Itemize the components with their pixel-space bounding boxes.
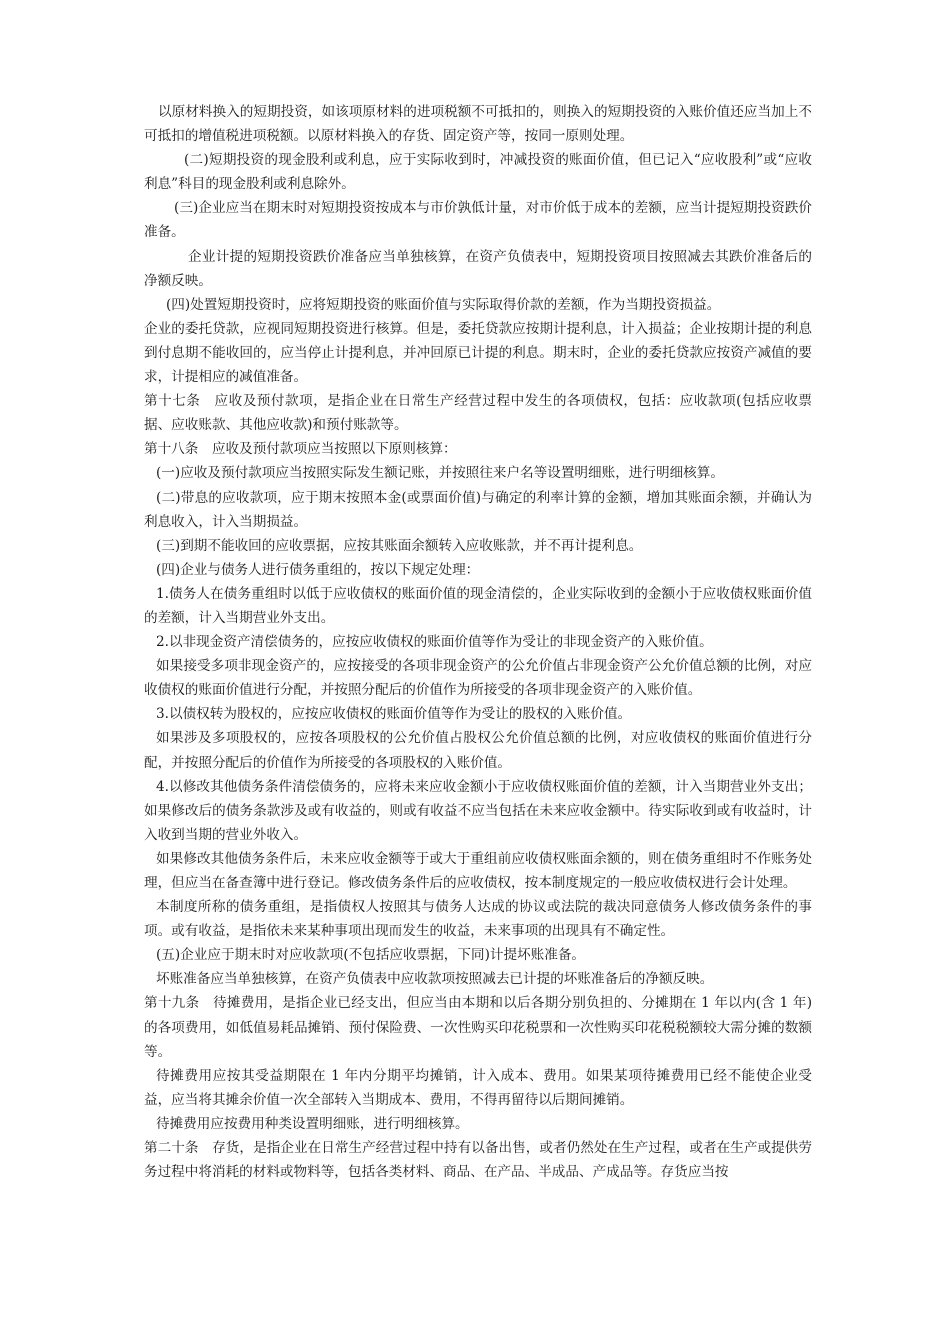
paragraph: 本制度所称的债务重组，是指债权人按照其与债务人达成的协议或法院的裁决同意债务人修改债务条件的事项。或有收益，是指依未来某种事项出现而发生的收益，未来事项的出现具有不确定性。 [144,899,812,940]
paragraph: 企业计提的短期投资跌价准备应当单独核算，在资产负债表中，短期投资项目按照减去其跌价准备后的净额反映。 [144,248,812,289]
paragraph: 如果修改其他债务条件后，未来应收金额等于或大于重组前应收债权账面余额的，则在债务重组时不作账务处理，但应当在备查簿中进行登记。修改债务条件后的应收债权，按本制度规定的一般应收债权进行会计处理。 [144,850,812,891]
article-18: 第十八条 应收及预付款项应当按照以下原则核算： [144,441,457,458]
paragraph: 待摊费用应按其受益期限在 1 年内分期平均摊销，计入成本、费用。如果某项待摊费用已经不能使企业受益，应当将其摊余价值一次全部转入当期成本、费用，不得再留待以后期间摊销。 [144,1067,812,1108]
paragraph: (四)企业与债务人进行债务重组的，按以下规定处理： [156,561,480,578]
paragraph: (二)带息的应收款项，应于期末按照本金(或票面价值)与确定的利率计算的金额，增加其账面余额，并确认为利息收入，计入当期损益。 [144,489,812,530]
paragraph: (五)企业应于期末时对应收款项(不包括应收票据，下同)计提坏账准备。 [156,947,586,964]
paragraph: 1.债务人在债务重组时以低于应收债权的账面价值的现金清偿的，企业实际收到的金额小于应收债权账面价值的差额，计入当期营业外支出。 [144,585,812,626]
paragraph: 2.以非现金资产清偿债务的，应按应收债权的账面价值等作为受让的非现金资产的入账价值。 [156,634,713,651]
paragraph: (三)企业应当在期末时对短期投资按成本与市价孰低计量，对市价低于成本的差额，应当计提短期投资跌价准备。 [144,200,812,241]
paragraph: (四)处置短期投资时，应将短期投资的账面价值与实际取得价款的差额，作为当期投资损益。 [166,296,721,313]
paragraph: 待摊费用应按费用种类设置明细账，进行明细核算。 [156,1115,469,1132]
paragraph: 坏账准备应当单独核算，在资产负债表中应收款项按照减去已计提的坏账准备后的净额反映。 [156,971,714,988]
article-20: 第二十条 存货，是指企业在日常生产经营过程中持有以备出售，或者仍然处在生产过程，或者在生产或提供劳务过程中将消耗的材料或物料等，包括各类材料、商品、在产品、半成品、产成品等。存货应当按 [144,1140,812,1181]
paragraph: 以原材料换入的短期投资，如该项原材料的进项税额不可抵扣的，则换入的短期投资的入账价值还应当加上不可抵扣的增值税进项税额。以原材料换入的存货、固定资产等，按同一原则处理。 [144,104,812,145]
paragraph: 企业的委托贷款，应视同短期投资进行核算。但是，委托贷款应按期计提利息，计入损益；企业按期计提的利息到付息期不能收回的，应当停止计提利息，并冲回原已计提的利息。期末时，企业的委托贷款应按资产减值的要求，计提相应的减值准备。 [144,320,812,386]
paragraph: 如果接受多项非现金资产的，应按接受的各项非现金资产的公允价值占非现金资产公允价值总额的比例，对应收债权的账面价值进行分配，并按照分配后的价值作为所接受的各项非现金资产的入账价值。 [144,658,812,699]
paragraph: (一)应收及预付款项应当按照实际发生额记账，并按照往来户名等设置明细账，进行明细核算。 [156,465,724,482]
paragraph: 3.以债权转为股权的，应按应收债权的账面价值等作为受让的股权的入账价值。 [156,706,632,723]
paragraph: (二)短期投资的现金股利或利息，应于实际收到时，冲减投资的账面价值，但已记入“应收股利”或“应收利息”科目的现金股利或利息除外。 [144,152,812,193]
article-19: 第十九条 待摊费用，是指企业已经支出，但应当由本期和以后各期分别负担的、分摊期在 1 年以内(含 1 年)的各项费用，如低值易耗品摊销、预付保险费、一次性购买印花税票和一次性购买印花税税额较大需分摊的数额等。 [144,995,812,1060]
paragraph: 4.以修改其他债务条件清偿债务的，应将未来应收金额小于应收债权账面价值的差额，计入当期营业外支出；如果修改后的债务条款涉及或有收益的，则或有收益不应当包括在未来应收金额中。待实际收到或有收益时，计入收到当期的营业外收入。 [144,778,812,843]
paragraph: 如果涉及多项股权的，应按各项股权的公允价值占股权公允价值总额的比例，对应收债权的账面价值进行分配，并按照分配后的价值作为所接受的各项股权的入账价值。 [144,730,812,771]
paragraph: (三)到期不能收回的应收票据，应按其账面余额转入应收账款，并不再计提利息。 [156,537,643,554]
document-body [144,100,812,1184]
article-17: 第十七条 应收及预付款项，是指企业在日常生产经营过程中发生的各项债权，包括：应收款项(包括应收票据、应收账款、其他应收款)和预付账款等。 [144,393,812,434]
